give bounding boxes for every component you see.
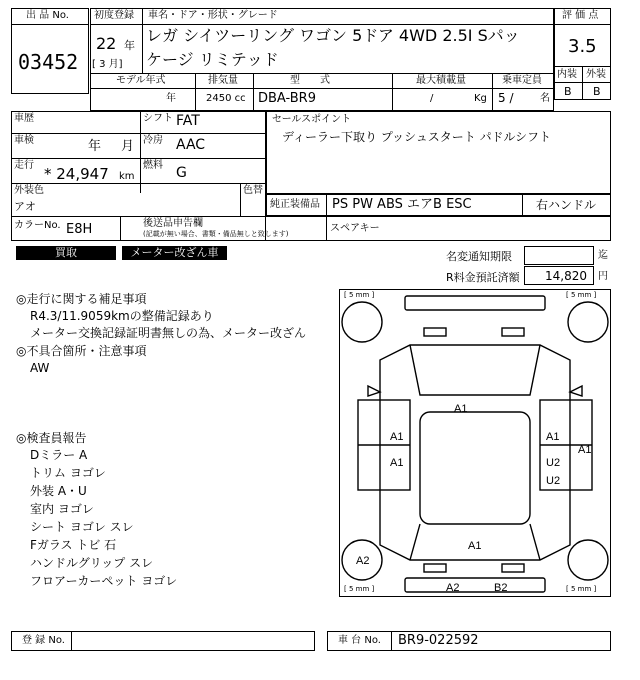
shift-label: シフト bbox=[143, 113, 173, 124]
inspector-line: シート ヨゴレ スレ bbox=[30, 520, 134, 534]
inspector-line: トリム ヨゴレ bbox=[30, 466, 106, 480]
inspector-line: 外装 A・U bbox=[30, 484, 87, 498]
car-name-label: 車名・ドア・形状・グレード bbox=[148, 10, 278, 21]
recycle-amount: 14,820 bbox=[545, 269, 587, 283]
docs-value: スペアキー bbox=[330, 223, 380, 234]
chassis-number: BR9-022592 bbox=[398, 633, 479, 648]
damage-mark: A1 bbox=[390, 457, 404, 469]
tire-label: [ 5 mm ] bbox=[344, 291, 375, 299]
car-name-line2: ケージ リミテッド bbox=[146, 50, 279, 69]
sales-point-value: ディーラー下取り プッシュスタート パドルシフト bbox=[282, 130, 552, 144]
driving-title: ◎走行に関する補足事項 bbox=[16, 292, 147, 306]
docs-note: (記載が無い場合、書類・備品無しと致します) bbox=[143, 230, 289, 238]
inspector-line: フロアーカーペット ヨゴレ bbox=[30, 574, 178, 588]
model-year-label: モデル年式 bbox=[116, 75, 166, 86]
inspector-line: Dミラー A bbox=[30, 448, 88, 462]
ext-color-label: 外装色 bbox=[14, 185, 44, 196]
color-no-label: カラーNo. bbox=[14, 220, 61, 231]
history-label: 車歴 bbox=[14, 113, 34, 124]
lot-number: 03452 bbox=[18, 50, 79, 74]
capacity-label: 乗車定員 bbox=[502, 75, 542, 86]
name-change-unit: 迄 bbox=[598, 250, 608, 261]
reg-month: [ 3 月] bbox=[92, 59, 123, 70]
name-change-label: 名変通知期限 bbox=[446, 250, 512, 263]
driving-line-1: R4.3/11.9059kmの整備記録あり bbox=[30, 309, 214, 323]
name-change-value bbox=[524, 246, 594, 265]
tire-label: [ 5 mm ] bbox=[566, 291, 597, 299]
first-reg-label: 初度登録 bbox=[94, 10, 134, 21]
damage-mark: B2 bbox=[494, 582, 508, 594]
car-name-line1: レガ シイツーリング ワゴン 5ドア 4WD 2.5I Sパッ bbox=[146, 26, 520, 45]
tire-label: [ 5 mm ] bbox=[344, 585, 375, 593]
interior-label: 内装 bbox=[557, 69, 577, 80]
inspector-line: 室内 ヨゴレ bbox=[30, 502, 94, 516]
docs-label: 後送品申告欄 bbox=[143, 218, 203, 229]
defect-title: ◎不具合箇所・注意事項 bbox=[16, 344, 147, 358]
mileage-label: 走行 bbox=[14, 160, 34, 171]
inspection-label: 車検 bbox=[14, 135, 34, 146]
ac-label: 冷房 bbox=[143, 135, 163, 146]
damage-mark: A1 bbox=[546, 431, 560, 443]
capacity-unit: 名 bbox=[540, 93, 550, 104]
inspection-year: 年 bbox=[88, 139, 102, 154]
model-type-label: 型 式 bbox=[290, 75, 330, 86]
odometer-badge: メーター改ざん車 bbox=[122, 246, 227, 260]
max-load-label: 最大積載量 bbox=[416, 75, 466, 86]
color-change-label: 色替 bbox=[243, 185, 263, 196]
model-year-unit: 年 bbox=[166, 93, 176, 104]
tire-label: [ 5 mm ] bbox=[566, 585, 597, 593]
inspector-line: Fガラス トビ 石 bbox=[30, 538, 117, 552]
damage-mark: A1 bbox=[390, 431, 404, 443]
mileage-value: * 24,947 bbox=[44, 165, 109, 183]
handle-value: 右ハンドル bbox=[536, 198, 597, 212]
damage-mark: A1 bbox=[468, 540, 482, 552]
lot-label: 出 品 No. bbox=[26, 10, 69, 21]
reg-year: 22 bbox=[96, 34, 117, 53]
damage-mark: U2 bbox=[546, 475, 561, 487]
interior-grade: B bbox=[564, 85, 572, 98]
max-load-value: / bbox=[430, 93, 434, 104]
ac-value: AAC bbox=[176, 137, 206, 153]
displacement-value: 2450 cc bbox=[206, 93, 246, 104]
ext-color-value: アオ bbox=[14, 200, 36, 213]
fuel-value: G bbox=[176, 165, 187, 181]
driving-line-2: メーター交換記録証明書無しの為、メーター改ざん bbox=[30, 326, 307, 340]
capacity-value: 5 / bbox=[498, 91, 514, 105]
purchase-badge: 買取 bbox=[16, 246, 116, 260]
reg-no-label: 登 録 No. bbox=[22, 635, 65, 646]
recycle-unit: 円 bbox=[598, 271, 608, 282]
model-type-value: DBA-BR9 bbox=[258, 91, 316, 106]
defect-line-1: AW bbox=[30, 361, 50, 375]
rating-value: 3.5 bbox=[568, 36, 597, 57]
fuel-label: 燃料 bbox=[143, 160, 163, 171]
damage-mark: A2 bbox=[356, 555, 370, 567]
exterior-label: 外装 bbox=[586, 69, 606, 80]
mileage-unit: km bbox=[119, 171, 135, 182]
inspector-title: ◎検査員報告 bbox=[16, 431, 87, 445]
inspection-month: 月 bbox=[121, 139, 135, 154]
rating-label: 評 価 点 bbox=[562, 10, 599, 21]
equipment-value: PS PW ABS エアB ESC bbox=[332, 197, 472, 212]
sales-point-label: セールスポイント bbox=[272, 114, 352, 125]
displacement-label: 排気量 bbox=[208, 75, 238, 86]
reg-year-unit: 年 bbox=[124, 39, 135, 52]
color-no-value: E8H bbox=[66, 222, 93, 237]
damage-mark: A1 bbox=[454, 403, 468, 415]
chassis-label: 車 台 No. bbox=[338, 635, 381, 646]
recycle-label: R料金預託済額 bbox=[446, 271, 520, 284]
damage-mark: U2 bbox=[546, 457, 561, 469]
max-load-unit: Kg bbox=[474, 93, 487, 104]
exterior-grade: B bbox=[593, 85, 601, 98]
equipment-label: 純正装備品 bbox=[270, 199, 320, 210]
shift-value: FAT bbox=[176, 113, 200, 129]
inspector-line: ハンドルグリップ スレ bbox=[30, 556, 154, 570]
damage-mark: A1 bbox=[578, 444, 592, 456]
damage-mark: A2 bbox=[446, 582, 460, 594]
